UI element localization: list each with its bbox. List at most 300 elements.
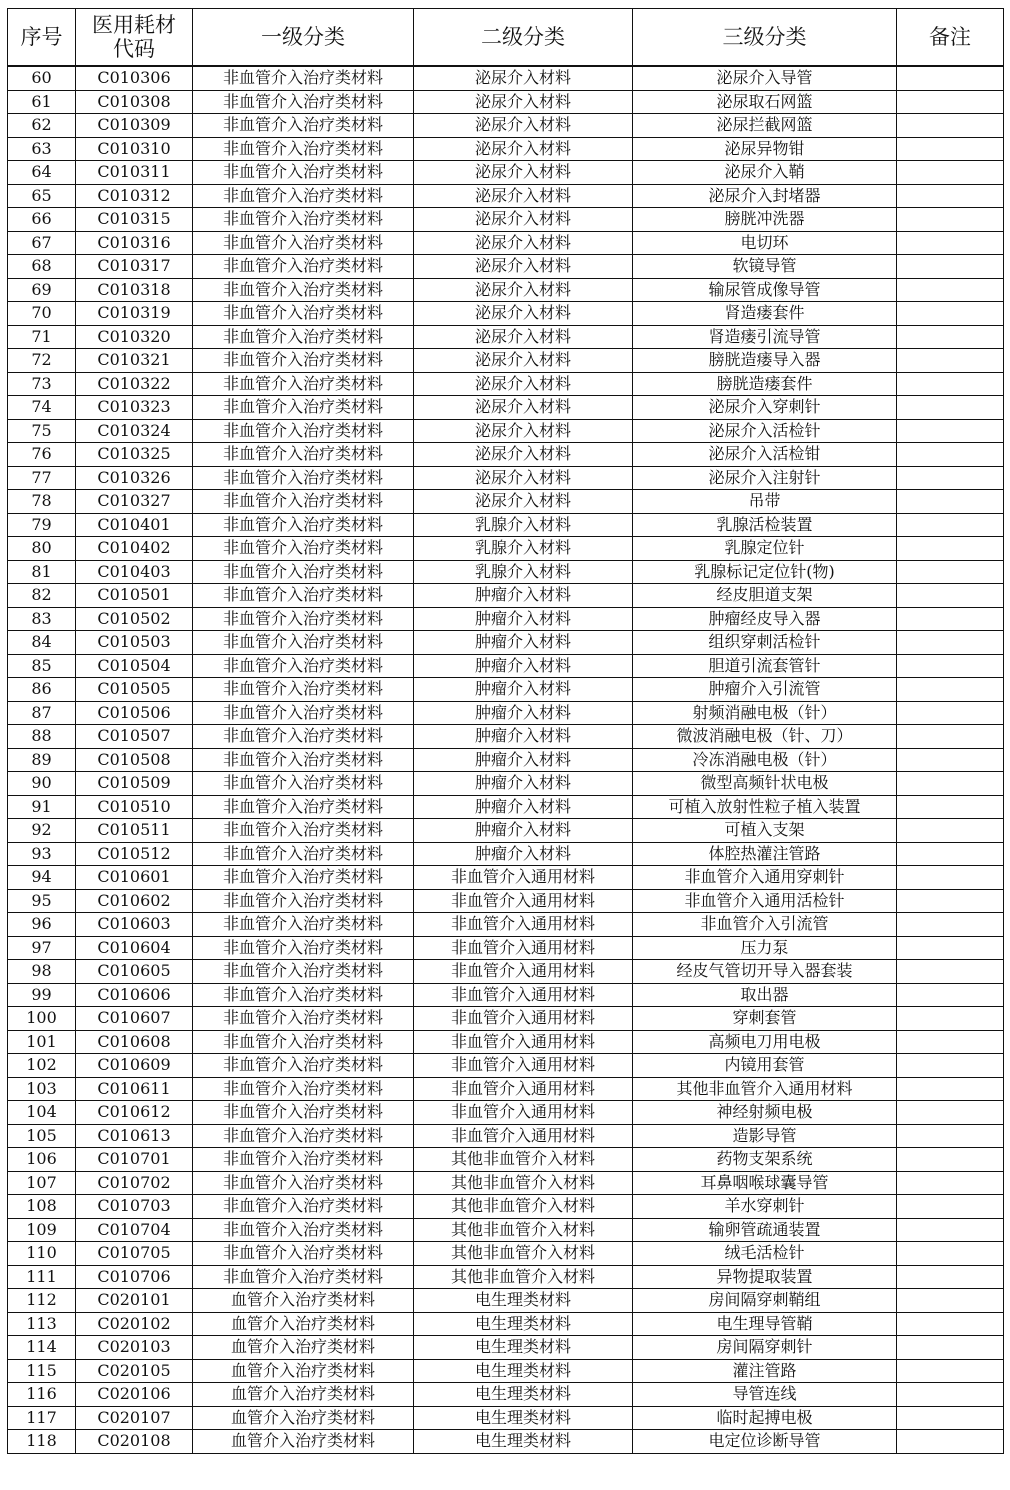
table-row — [8, 1430, 1004, 1454]
cell-remarks — [897, 889, 1004, 913]
cell-level3: 膀胱造瘘套件 — [633, 372, 897, 396]
cell-index: 112 — [8, 1289, 76, 1313]
cell-remarks — [897, 208, 1004, 232]
cell-index: 109 — [8, 1218, 76, 1242]
cell-level3: 乳腺定位针 — [633, 537, 897, 561]
table-row — [8, 607, 1004, 631]
cell-index: 61 — [8, 90, 76, 114]
cell-index: 81 — [8, 560, 76, 584]
cell-level2: 其他非血管介入材料 — [414, 1148, 633, 1172]
cell-level3: 电生理导管鞘 — [633, 1312, 897, 1336]
cell-level2: 乳腺介入材料 — [414, 560, 633, 584]
cell-index: 115 — [8, 1359, 76, 1383]
table-body — [8, 66, 1004, 1453]
table-row — [8, 1336, 1004, 1360]
table-row — [8, 114, 1004, 138]
cell-index: 105 — [8, 1124, 76, 1148]
table-row — [8, 443, 1004, 467]
cell-level2: 非血管介入通用材料 — [414, 1077, 633, 1101]
cell-remarks — [897, 1242, 1004, 1266]
cell-level1: 非血管介入治疗类材料 — [193, 1007, 414, 1031]
cell-code: C010612 — [76, 1101, 193, 1125]
cell-remarks — [897, 819, 1004, 843]
cell-level2: 非血管介入通用材料 — [414, 1007, 633, 1031]
cell-code: C010315 — [76, 208, 193, 232]
table-row — [8, 889, 1004, 913]
cell-level3: 经皮胆道支架 — [633, 584, 897, 608]
cell-index: 65 — [8, 184, 76, 208]
cell-remarks — [897, 66, 1004, 90]
cell-remarks — [897, 1383, 1004, 1407]
table-row — [8, 372, 1004, 396]
cell-level3: 药物支架系统 — [633, 1148, 897, 1172]
cell-remarks — [897, 1359, 1004, 1383]
cell-code: C010705 — [76, 1242, 193, 1266]
cell-code: C010504 — [76, 654, 193, 678]
cell-remarks — [897, 1265, 1004, 1289]
cell-remarks — [897, 137, 1004, 161]
cell-level2: 泌尿介入材料 — [414, 66, 633, 90]
cell-code: C010306 — [76, 66, 193, 90]
table-row — [8, 795, 1004, 819]
cell-level1: 非血管介入治疗类材料 — [193, 231, 414, 255]
table-row — [8, 208, 1004, 232]
cell-index: 83 — [8, 607, 76, 631]
cell-level1: 非血管介入治疗类材料 — [193, 466, 414, 490]
cell-level3: 非血管介入通用活检针 — [633, 889, 897, 913]
cell-code: C010606 — [76, 983, 193, 1007]
cell-code: C010506 — [76, 701, 193, 725]
table-row — [8, 725, 1004, 749]
cell-level2: 肿瘤介入材料 — [414, 701, 633, 725]
cell-code: C010502 — [76, 607, 193, 631]
cell-level3: 导管连线 — [633, 1383, 897, 1407]
cell-level2: 泌尿介入材料 — [414, 255, 633, 279]
cell-remarks — [897, 161, 1004, 185]
table-row — [8, 1195, 1004, 1219]
cell-code: C010320 — [76, 325, 193, 349]
cell-code: C010323 — [76, 396, 193, 420]
cell-level3: 泌尿异物钳 — [633, 137, 897, 161]
cell-level1: 非血管介入治疗类材料 — [193, 1124, 414, 1148]
cell-code: C010309 — [76, 114, 193, 138]
cell-index: 82 — [8, 584, 76, 608]
cell-index: 67 — [8, 231, 76, 255]
cell-level1: 血管介入治疗类材料 — [193, 1312, 414, 1336]
cell-level1: 非血管介入治疗类材料 — [193, 1030, 414, 1054]
cell-remarks — [897, 537, 1004, 561]
cell-index: 114 — [8, 1336, 76, 1360]
table-row — [8, 184, 1004, 208]
cell-level3: 造影导管 — [633, 1124, 897, 1148]
cell-index: 104 — [8, 1101, 76, 1125]
table-row — [8, 1383, 1004, 1407]
cell-level2: 肿瘤介入材料 — [414, 654, 633, 678]
cell-level2: 泌尿介入材料 — [414, 466, 633, 490]
cell-index: 80 — [8, 537, 76, 561]
cell-index: 87 — [8, 701, 76, 725]
cell-level1: 血管介入治疗类材料 — [193, 1383, 414, 1407]
cell-level2: 肿瘤介入材料 — [414, 748, 633, 772]
cell-index: 92 — [8, 819, 76, 843]
table-row — [8, 1054, 1004, 1078]
cell-index: 85 — [8, 654, 76, 678]
cell-level1: 非血管介入治疗类材料 — [193, 701, 414, 725]
cell-level1: 非血管介入治疗类材料 — [193, 631, 414, 655]
cell-code: C010319 — [76, 302, 193, 326]
cell-level1: 非血管介入治疗类材料 — [193, 208, 414, 232]
cell-remarks — [897, 325, 1004, 349]
header-level3: 三级分类 — [633, 9, 897, 67]
cell-level2: 泌尿介入材料 — [414, 396, 633, 420]
cell-level3: 微波消融电极（针、刀） — [633, 725, 897, 749]
cell-level2: 非血管介入通用材料 — [414, 1124, 633, 1148]
cell-level2: 其他非血管介入材料 — [414, 1171, 633, 1195]
cell-level2: 泌尿介入材料 — [414, 208, 633, 232]
cell-code: C010327 — [76, 490, 193, 514]
cell-level2: 泌尿介入材料 — [414, 349, 633, 373]
cell-level1: 血管介入治疗类材料 — [193, 1430, 414, 1454]
cell-level3: 输卵管疏通装置 — [633, 1218, 897, 1242]
cell-level1: 非血管介入治疗类材料 — [193, 513, 414, 537]
cell-code: C010607 — [76, 1007, 193, 1031]
cell-level3: 组织穿刺活检针 — [633, 631, 897, 655]
cell-remarks — [897, 1148, 1004, 1172]
cell-index: 100 — [8, 1007, 76, 1031]
cell-index: 69 — [8, 278, 76, 302]
cell-level1: 非血管介入治疗类材料 — [193, 960, 414, 984]
cell-remarks — [897, 1430, 1004, 1454]
cell-index: 98 — [8, 960, 76, 984]
cell-remarks — [897, 1054, 1004, 1078]
cell-index: 94 — [8, 866, 76, 890]
cell-remarks — [897, 1336, 1004, 1360]
cell-index: 60 — [8, 66, 76, 90]
cell-level2: 其他非血管介入材料 — [414, 1242, 633, 1266]
cell-level3: 膀胱造瘘导入器 — [633, 349, 897, 373]
cell-code: C010603 — [76, 913, 193, 937]
cell-code: C020107 — [76, 1406, 193, 1430]
cell-level1: 非血管介入治疗类材料 — [193, 325, 414, 349]
cell-remarks — [897, 114, 1004, 138]
cell-remarks — [897, 795, 1004, 819]
cell-level1: 血管介入治疗类材料 — [193, 1406, 414, 1430]
cell-level2: 电生理类材料 — [414, 1430, 633, 1454]
cell-level2: 肿瘤介入材料 — [414, 725, 633, 749]
cell-level3: 可植入放射性粒子植入装置 — [633, 795, 897, 819]
cell-code: C010325 — [76, 443, 193, 467]
cell-level3: 泌尿介入导管 — [633, 66, 897, 90]
cell-level1: 血管介入治疗类材料 — [193, 1289, 414, 1313]
cell-level2: 其他非血管介入材料 — [414, 1265, 633, 1289]
cell-level2: 泌尿介入材料 — [414, 372, 633, 396]
cell-remarks — [897, 184, 1004, 208]
cell-level3: 乳腺标记定位针(物) — [633, 560, 897, 584]
cell-level2: 非血管介入通用材料 — [414, 889, 633, 913]
cell-code: C020102 — [76, 1312, 193, 1336]
cell-index: 66 — [8, 208, 76, 232]
cell-code: C010501 — [76, 584, 193, 608]
cell-index: 108 — [8, 1195, 76, 1219]
cell-level3: 射频消融电极（针） — [633, 701, 897, 725]
cell-level3: 非血管介入引流管 — [633, 913, 897, 937]
cell-level3: 膀胱冲洗器 — [633, 208, 897, 232]
cell-code: C010507 — [76, 725, 193, 749]
table-row — [8, 983, 1004, 1007]
cell-level1: 非血管介入治疗类材料 — [193, 1101, 414, 1125]
cell-code: C010317 — [76, 255, 193, 279]
table-row — [8, 584, 1004, 608]
cell-code: C010706 — [76, 1265, 193, 1289]
cell-code: C010312 — [76, 184, 193, 208]
cell-level3: 体腔热灌注管路 — [633, 842, 897, 866]
cell-level2: 非血管介入通用材料 — [414, 1101, 633, 1125]
cell-code: C010308 — [76, 90, 193, 114]
table-row — [8, 161, 1004, 185]
cell-level1: 非血管介入治疗类材料 — [193, 1265, 414, 1289]
cell-remarks — [897, 466, 1004, 490]
cell-level3: 泌尿介入注射针 — [633, 466, 897, 490]
cell-index: 74 — [8, 396, 76, 420]
cell-index: 102 — [8, 1054, 76, 1078]
cell-level3: 肾造瘘套件 — [633, 302, 897, 326]
cell-level1: 非血管介入治疗类材料 — [193, 983, 414, 1007]
cell-level2: 泌尿介入材料 — [414, 90, 633, 114]
cell-remarks — [897, 748, 1004, 772]
cell-level1: 非血管介入治疗类材料 — [193, 607, 414, 631]
cell-remarks — [897, 936, 1004, 960]
cell-level3: 肿瘤经皮导入器 — [633, 607, 897, 631]
table-row — [8, 396, 1004, 420]
cell-code: C010508 — [76, 748, 193, 772]
cell-level1: 非血管介入治疗类材料 — [193, 255, 414, 279]
cell-index: 97 — [8, 936, 76, 960]
cell-code: C010602 — [76, 889, 193, 913]
cell-level3: 经皮气管切开导入器套装 — [633, 960, 897, 984]
table-row — [8, 537, 1004, 561]
cell-level2: 肿瘤介入材料 — [414, 842, 633, 866]
cell-code: C010702 — [76, 1171, 193, 1195]
cell-level1: 非血管介入治疗类材料 — [193, 1148, 414, 1172]
cell-code: C020108 — [76, 1430, 193, 1454]
cell-level3: 耳鼻咽喉球囊导管 — [633, 1171, 897, 1195]
table-row — [8, 325, 1004, 349]
cell-level2: 泌尿介入材料 — [414, 490, 633, 514]
cell-level2: 泌尿介入材料 — [414, 302, 633, 326]
cell-remarks — [897, 842, 1004, 866]
cell-index: 86 — [8, 678, 76, 702]
table-row — [8, 137, 1004, 161]
cell-remarks — [897, 701, 1004, 725]
table-row — [8, 1124, 1004, 1148]
cell-code: C010310 — [76, 137, 193, 161]
cell-level2: 非血管介入通用材料 — [414, 913, 633, 937]
cell-level2: 其他非血管介入材料 — [414, 1218, 633, 1242]
table-row — [8, 255, 1004, 279]
cell-index: 90 — [8, 772, 76, 796]
cell-code: C010609 — [76, 1054, 193, 1078]
cell-index: 88 — [8, 725, 76, 749]
cell-level3: 胆道引流套管针 — [633, 654, 897, 678]
cell-remarks — [897, 1124, 1004, 1148]
cell-level2: 非血管介入通用材料 — [414, 936, 633, 960]
cell-code: C010510 — [76, 795, 193, 819]
table-row — [8, 419, 1004, 443]
cell-level1: 非血管介入治疗类材料 — [193, 161, 414, 185]
cell-code: C010401 — [76, 513, 193, 537]
cell-level2: 非血管介入通用材料 — [414, 1054, 633, 1078]
cell-level2: 肿瘤介入材料 — [414, 795, 633, 819]
cell-level2: 其他非血管介入材料 — [414, 1195, 633, 1219]
cell-level1: 非血管介入治疗类材料 — [193, 795, 414, 819]
cell-level1: 非血管介入治疗类材料 — [193, 842, 414, 866]
cell-level3: 内镜用套管 — [633, 1054, 897, 1078]
cell-index: 110 — [8, 1242, 76, 1266]
cell-index: 91 — [8, 795, 76, 819]
table-row — [8, 278, 1004, 302]
cell-level3: 高频电刀用电极 — [633, 1030, 897, 1054]
cell-index: 63 — [8, 137, 76, 161]
cell-index: 79 — [8, 513, 76, 537]
cell-level1: 非血管介入治疗类材料 — [193, 137, 414, 161]
cell-level3: 吊带 — [633, 490, 897, 514]
cell-code: C010311 — [76, 161, 193, 185]
cell-index: 116 — [8, 1383, 76, 1407]
cell-index: 117 — [8, 1406, 76, 1430]
cell-remarks — [897, 1030, 1004, 1054]
cell-code: C010326 — [76, 466, 193, 490]
cell-index: 89 — [8, 748, 76, 772]
cell-index: 106 — [8, 1148, 76, 1172]
cell-level3: 肿瘤介入引流管 — [633, 678, 897, 702]
table-row — [8, 1148, 1004, 1172]
header-code: 医用耗材代码 — [76, 9, 193, 67]
cell-level1: 非血管介入治疗类材料 — [193, 866, 414, 890]
cell-level2: 乳腺介入材料 — [414, 537, 633, 561]
cell-level3: 电切环 — [633, 231, 897, 255]
cell-level1: 非血管介入治疗类材料 — [193, 90, 414, 114]
cell-index: 111 — [8, 1265, 76, 1289]
cell-index: 84 — [8, 631, 76, 655]
cell-code: C010322 — [76, 372, 193, 396]
cell-level2: 乳腺介入材料 — [414, 513, 633, 537]
table-row — [8, 866, 1004, 890]
cell-level3: 肾造瘘引流导管 — [633, 325, 897, 349]
header-index: 序号 — [8, 9, 76, 67]
cell-remarks — [897, 1218, 1004, 1242]
cell-level2: 非血管介入通用材料 — [414, 1030, 633, 1054]
cell-remarks — [897, 1007, 1004, 1031]
cell-code: C010503 — [76, 631, 193, 655]
table-row — [8, 701, 1004, 725]
cell-code: C010703 — [76, 1195, 193, 1219]
cell-remarks — [897, 372, 1004, 396]
cell-remarks — [897, 654, 1004, 678]
cell-level2: 泌尿介入材料 — [414, 137, 633, 161]
cell-level2: 泌尿介入材料 — [414, 443, 633, 467]
cell-index: 77 — [8, 466, 76, 490]
cell-level1: 非血管介入治疗类材料 — [193, 114, 414, 138]
cell-level2: 非血管介入通用材料 — [414, 983, 633, 1007]
cell-level1: 血管介入治疗类材料 — [193, 1336, 414, 1360]
cell-level1: 非血管介入治疗类材料 — [193, 66, 414, 90]
cell-level1: 非血管介入治疗类材料 — [193, 1195, 414, 1219]
cell-level2: 泌尿介入材料 — [414, 278, 633, 302]
cell-index: 62 — [8, 114, 76, 138]
consumables-classification-table — [7, 8, 1004, 1454]
cell-level2: 电生理类材料 — [414, 1336, 633, 1360]
cell-index: 70 — [8, 302, 76, 326]
cell-level1: 非血管介入治疗类材料 — [193, 302, 414, 326]
cell-index: 96 — [8, 913, 76, 937]
cell-level3: 取出器 — [633, 983, 897, 1007]
cell-level1: 非血管介入治疗类材料 — [193, 349, 414, 373]
cell-remarks — [897, 725, 1004, 749]
cell-index: 71 — [8, 325, 76, 349]
cell-level2: 肿瘤介入材料 — [414, 607, 633, 631]
table-row — [8, 631, 1004, 655]
cell-code: C010604 — [76, 936, 193, 960]
cell-level1: 非血管介入治疗类材料 — [193, 443, 414, 467]
cell-index: 113 — [8, 1312, 76, 1336]
table-row — [8, 1359, 1004, 1383]
table-row — [8, 1312, 1004, 1336]
table-header-row — [8, 9, 1004, 67]
cell-index: 73 — [8, 372, 76, 396]
cell-level2: 电生理类材料 — [414, 1406, 633, 1430]
cell-level2: 泌尿介入材料 — [414, 419, 633, 443]
cell-index: 64 — [8, 161, 76, 185]
cell-remarks — [897, 1101, 1004, 1125]
table-row — [8, 1171, 1004, 1195]
cell-index: 68 — [8, 255, 76, 279]
cell-level2: 电生理类材料 — [414, 1383, 633, 1407]
cell-code: C010324 — [76, 419, 193, 443]
cell-remarks — [897, 1406, 1004, 1430]
cell-index: 99 — [8, 983, 76, 1007]
cell-remarks — [897, 960, 1004, 984]
header-remarks: 备注 — [897, 9, 1004, 67]
cell-level3: 泌尿介入穿刺针 — [633, 396, 897, 420]
table-row — [8, 1265, 1004, 1289]
table-row — [8, 1242, 1004, 1266]
cell-level1: 非血管介入治疗类材料 — [193, 1054, 414, 1078]
cell-level1: 非血管介入治疗类材料 — [193, 372, 414, 396]
cell-code: C020101 — [76, 1289, 193, 1313]
cell-remarks — [897, 866, 1004, 890]
cell-level3: 穿刺套管 — [633, 1007, 897, 1031]
cell-level1: 非血管介入治疗类材料 — [193, 1171, 414, 1195]
cell-level3: 压力泵 — [633, 936, 897, 960]
cell-index: 78 — [8, 490, 76, 514]
table-row — [8, 1030, 1004, 1054]
cell-level3: 泌尿介入活检钳 — [633, 443, 897, 467]
cell-level3: 灌注管路 — [633, 1359, 897, 1383]
table-row — [8, 1406, 1004, 1430]
table-row — [8, 678, 1004, 702]
cell-code: C010701 — [76, 1148, 193, 1172]
cell-level3: 异物提取装置 — [633, 1265, 897, 1289]
cell-code: C010402 — [76, 537, 193, 561]
cell-level3: 非血管介入通用穿刺针 — [633, 866, 897, 890]
cell-level1: 非血管介入治疗类材料 — [193, 819, 414, 843]
cell-level2: 非血管介入通用材料 — [414, 960, 633, 984]
cell-level1: 血管介入治疗类材料 — [193, 1359, 414, 1383]
cell-code: C010509 — [76, 772, 193, 796]
cell-code: C010613 — [76, 1124, 193, 1148]
cell-remarks — [897, 913, 1004, 937]
table-row — [8, 1007, 1004, 1031]
